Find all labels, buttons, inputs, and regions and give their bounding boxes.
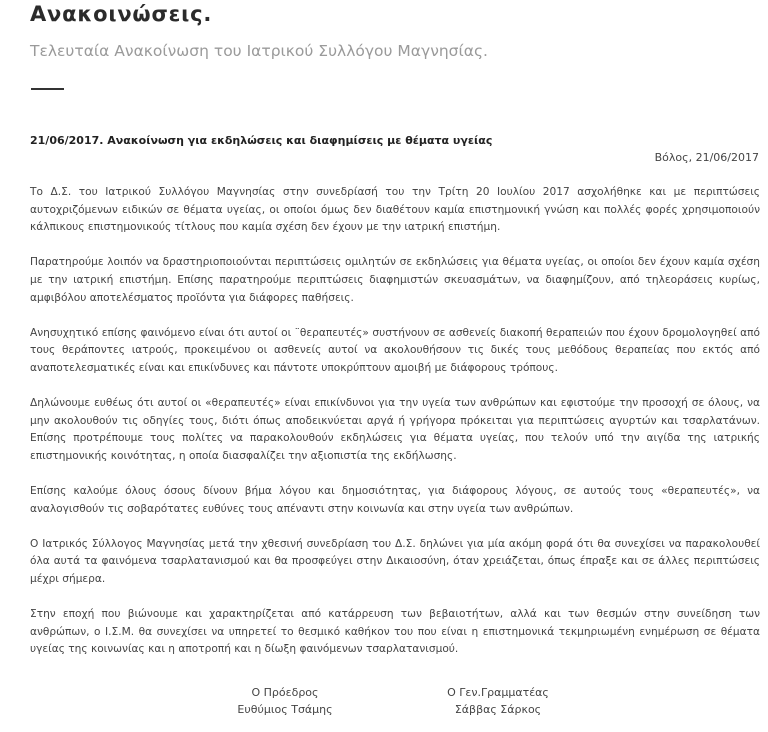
article-dateline: Βόλος, 21/06/2017 xyxy=(654,151,759,164)
article-paragraph: Το Δ.Σ. του Ιατρικού Συλλόγου Μαγνησίας στην συνεδρίασή του την Τρίτη 20 Ιουλίου 2017 ασχολήθηκε και με περιπτώσεις αυτοχριζόμενων ειδικών σε θέματα υγείας, οι οποίοι όμως δεν διαθέτουν καμία επιστημονική γνώση και πολλές φορές χρησιμοποιούν κάλπικους επιστημονικούς τίτλους που καμία σχέση δεν έχουν με την ιατρική επιστήμη. xyxy=(30,186,760,234)
signatures xyxy=(0,684,768,724)
article-body xyxy=(30,184,760,677)
article-paragraph: Παρατηρούμε λοιπόν να δραστηριοποιούνται περιπτώσεις ομιλητών σε εκδηλώσεις για θέματα υγείας, οι οποίοι δεν έχουν καμία σχέση με την ιατρική επιστήμη. Επίσης παρατηρούμε περιπτώσεις διαφημιστών σκευασμάτων, να διαφημίζουν, από τηλεοράσεις κυρίως, αμφιβόλου αποτελέσματος προϊόντα για διάφορες παθήσεις. xyxy=(30,256,760,304)
signature-secretary xyxy=(408,684,588,718)
signature-name: Ευθύμιος Τσάμης xyxy=(237,703,333,716)
article-paragraph: Στην εποχή που βιώνουμε και χαρακτηρίζεται από κατάρρευση των βεβαιοτήτων, αλλά και των θεσμών στην συνείδηση των ανθρώπων, ο Ι.Σ.Μ. θα συνεχίσει να υπηρετεί το θεσμικό καθήκον του που είναι η επιστημονικά τεκμηριωμένη ενημέρωση σε θέματα υγείας της κοινωνίας και η αποτροπή και η δίωξη φαινόμενων τσαρλατανισμού. xyxy=(30,608,760,656)
article-paragraph: Δηλώνουμε ευθέως ότι αυτοί οι «θεραπευτές» είναι επικίνδυνοι για την υγεία των ανθρώπων και εφιστούμε την προσοχή σε όλους, να μην ακολουθούν τις οδηγίες τους, διότι όπως αποδεικνύεται αργά ή γρήγορα πρόκειται για περιπτώσεις αγυρτών και τσαρλατάνων. Επίσης προτρέπουμε τους πολίτες να παρακολουθούν εκδηλώσεις για θέματα υγείας, που τελούν υπό την αιγίδα της ιατρικής επιστημονικής κοινότητας, η οποία διασφαλίζει την αξιοπιστία της εκδήλωσης. xyxy=(30,397,760,462)
signature-role: Ο Γεν.Γραμματέας xyxy=(447,686,549,699)
signature-name: Σάββας Σάρκος xyxy=(454,703,542,716)
article-paragraph: Ο Ιατρικός Σύλλογος Μαγνησίας μετά την χθεσινή συνεδρίαση του Δ.Σ. δηλώνει για μία ακόμη φορά ότι θα συνεχίσει να παρακολουθεί όλα αυτά τα φαινόμενα τσαρλατανισμού και θα προσφεύγει στην Δικαιοσύνη, όταν χρειάζεται, όπως έπραξε και σε άλλες περιπτώσεις μέχρι σήμερα. xyxy=(30,537,760,586)
article-title: 21/06/2017. Ανακοίνωση για εκδηλώσεις και διαφημίσεις με θέματα υγείας xyxy=(30,134,493,147)
signature-role: Ο Πρόεδρος xyxy=(251,686,319,699)
article-paragraph: Ανησυχητικό επίσης φαινόμενο είναι ότι αυτοί οι ¨θεραπευτές» συστήνουν σε ασθενείς διακοπή θεραπειών που έχουν δρομολογηθεί από τους θεράποντες ιατρούς, προκειμένου οι ασθενείς αυτοί να ακολουθήσουν τις δικές τους μεθόδους θεραπείας που εκτός από αναποτελεσματικές είναι και επικίνδυνες και πάντοτε υποκρύπτουν αμοιβή με διάφορους τρόπους. xyxy=(30,326,760,374)
article-paragraph: Επίσης καλούμε όλους όσους δίνουν βήμα λόγου και δημοσιότητας, για διάφορους λόγους, σε αυτούς τους «θεραπευτές», να αναλογισθούν τις σοβαρότατες ευθύνες τους απέναντι στην κοινωνία και στην υγεία των ανθρώπων. xyxy=(30,485,760,515)
title-divider xyxy=(31,88,64,90)
signature-president xyxy=(195,684,375,718)
page-subtitle: Τελευταία Ανακοίνωση του Ιατρικού Συλλόγου Μαγνησίας. xyxy=(30,42,488,60)
page-title: Ανακοινώσεις. xyxy=(30,2,213,26)
